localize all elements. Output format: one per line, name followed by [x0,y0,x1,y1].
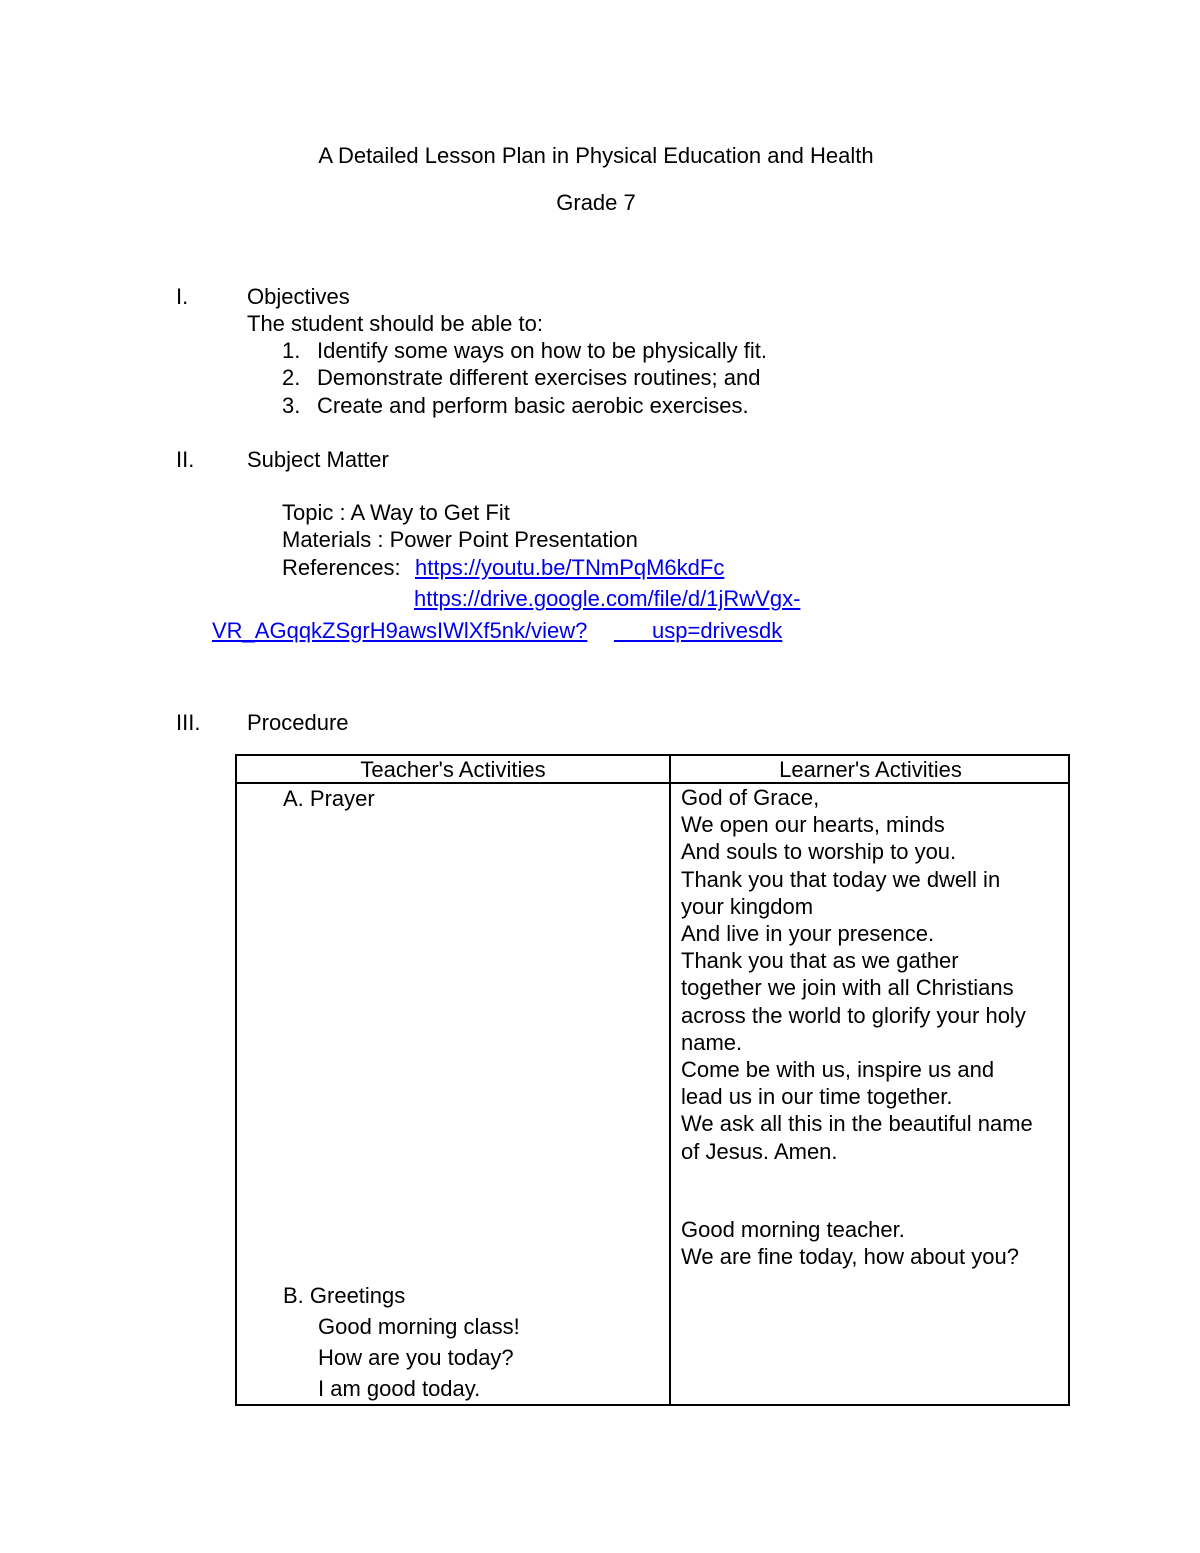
prayer-line: Thank you that as we gather [681,948,959,974]
references-label: References: [282,555,401,580]
prayer-response [681,784,1033,1165]
reference-link-drive-end[interactable]: usp=drivesdk [652,618,783,643]
procedure-numeral: III. [176,710,201,735]
prayer-label: A. Prayer [283,786,375,811]
objective-item: Identify some ways on how to be physically fit. [317,338,767,363]
greetings-line: I am good today. [318,1376,481,1401]
prayer-line: your kingdom [681,893,814,919]
prayer-line: And live in your presence. [681,921,935,947]
prayer-line: together we join with all Christians [681,975,1014,1001]
prayer-line: Come be with us, inspire us and [681,1057,995,1083]
greetings-line: Good morning class! [318,1314,520,1339]
objectives-intro: The student should be able to: [247,311,543,336]
subject-matter-heading: Subject Matter [247,447,389,472]
reference-link-drive-cont[interactable]: VR_AGqqkZSgrH9awsIWlXf5nk/view? [212,618,588,643]
greetings-line: How are you today? [318,1345,514,1370]
header-learner-activities: Learner's Activities [779,757,962,782]
procedure-table [235,754,1070,1406]
prayer-line: lead us in our time together. [681,1084,953,1110]
objective-number: 3. [282,393,301,418]
prayer-line: We ask all this in the beautiful name [681,1111,1033,1137]
reference-link-youtube[interactable]: https://youtu.be/TNmPqM6kdFc [415,555,725,580]
table-column-divider [669,756,671,1404]
prayer-line: Thank you that today we dwell in [681,866,1001,892]
objective-number: 1. [282,338,301,363]
prayer-line: God of Grace, [681,785,820,810]
materials-line: Materials : Power Point Presentation [282,527,638,552]
greetings-label: B. Greetings [283,1283,406,1308]
reference-link-gap[interactable] [614,618,652,644]
greeting-response-line: Good morning teacher. [681,1217,905,1242]
grade-label: Grade 7 [556,190,636,215]
greeting-response-line: We are fine today, how about you? [681,1244,1019,1269]
prayer-line: across the world to glorify your holy [681,1002,1026,1028]
objective-number: 2. [282,365,301,390]
prayer-line: of Jesus. Amen. [681,1138,838,1164]
document-title: A Detailed Lesson Plan in Physical Education and Health [318,143,874,168]
objective-item: Demonstrate different exercises routines; and [317,365,761,390]
header-teacher-activities: Teacher's Activities [360,757,546,782]
subject-matter-numeral: II. [176,447,195,472]
procedure-heading: Procedure [247,710,349,735]
reference-link-drive[interactable]: https://drive.google.com/file/d/1jRwVgx- [414,586,801,611]
objectives-numeral: I. [176,284,189,309]
objective-item: Create and perform basic aerobic exercises. [317,393,749,418]
prayer-line: We open our hearts, minds [681,812,945,838]
greeting-response [681,1216,1019,1270]
topic-line: Topic : A Way to Get Fit [282,500,510,525]
prayer-line: name. [681,1029,743,1055]
prayer-line: And souls to worship to you. [681,839,957,865]
objectives-heading: Objectives [247,284,350,309]
